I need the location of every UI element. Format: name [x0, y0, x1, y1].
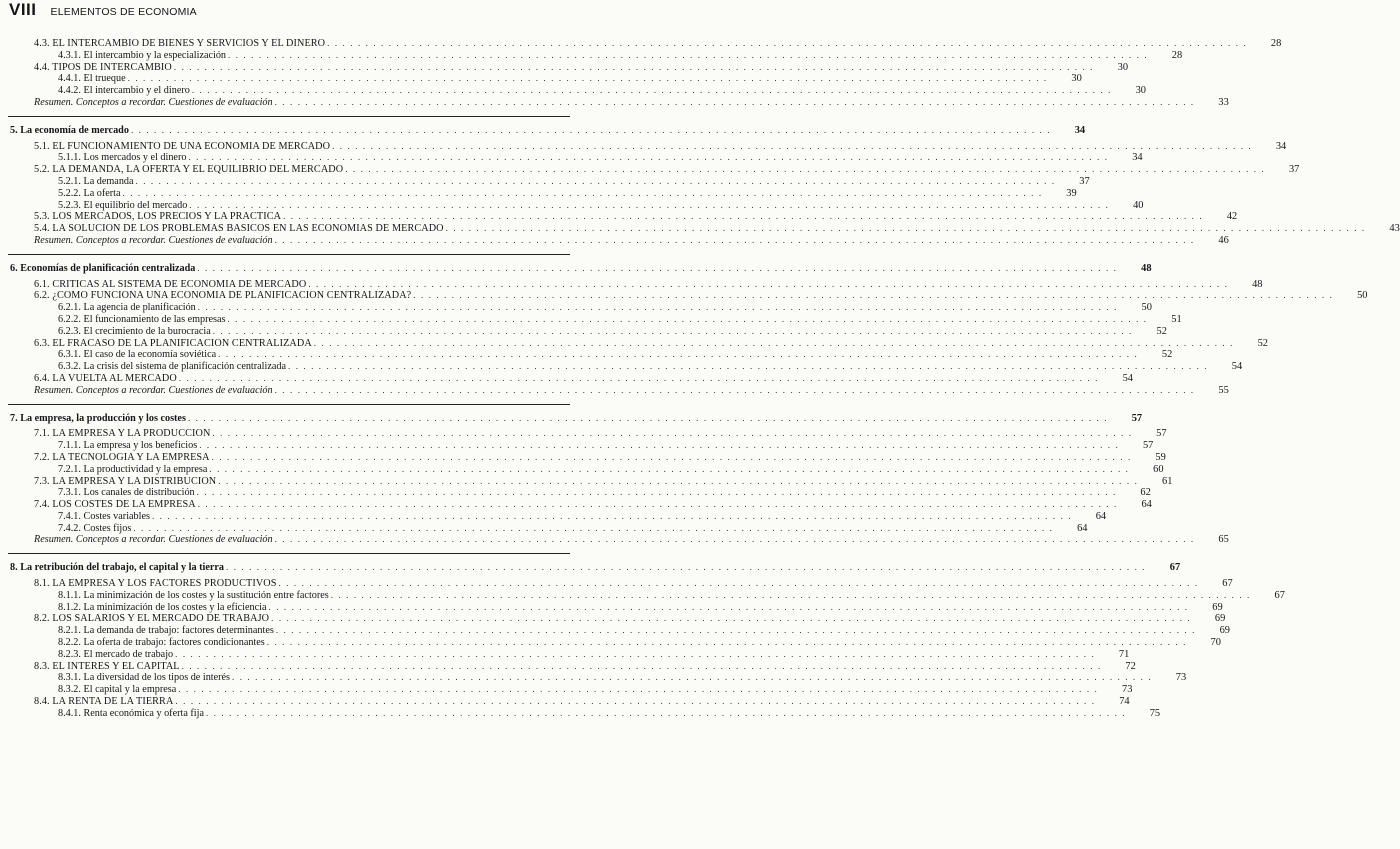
toc-entry-title: 7.2. LA TECNOLOGIA Y LA EMPRESA [34, 451, 210, 463]
toc-page-number: 51 [1171, 313, 1182, 325]
toc-subsection-entry[interactable] [0, 601, 1223, 614]
dot-leader: . . . . . . . . . . . . . . . . . . . . . . . . . . . . . . . . . . . . . . . . . . . . . . . . . . . . . . . . . . . . . . . . . . . . . . . . . . . . . . . . . . . . . . . . . . . . . . . . . . . . . . . . . . . . . . . . . . . . . . . . [218, 475, 1139, 486]
dot-leader: . . . . . . . . . . . . . . . . . . . . . . . . . . . . . . . . . . . . . . . . . . . . . . . . . . . . . . . . . . . . . . . . . . . . . . . . . . . . . . . . . . . . . . . . . . . . . . . . . . . . . . . . . . . . . . . . . . . . . . . . [274, 384, 1195, 395]
dot-leader: . . . . . . . . . . . . . . . . . . . . . . . . . . . . . . . . . . . . . . . . . . . . . . . . . . . . . . . . . . . . . . . . . . . . . . . . . . . . . . . . . . . . . . . . . . . . . . . . . . . . . . . . . . . . . . . . . . . . . . . . [188, 152, 1109, 163]
dot-leader: . . . . . . . . . . . . . . . . . . . . . . . . . . . . . . . . . . . . . . . . . . . . . . . . . . . . . . . . . . . . . . . . . . . . . . . . . . . . . . . . . . . . . . . . . . . . . . . . . . . . . . . . . . . . . . . . . . . . . . . . [212, 428, 1133, 439]
toc-page-number: 71 [1118, 648, 1130, 660]
dot-leader: . . . . . . . . . . . . . . . . . . . . . . . . . . . . . . . . . . . . . . . . . . . . . . . . . . . . . . . . . . . . . . . . . . . . . . . . . . . . . . . . . . . . . . . . . . . . . . . . . . . . . . . . . . . . . . . . . . . . . . . . [196, 487, 1117, 498]
dot-leader: . . . . . . . . . . . . . . . . . . . . . . . . . . . . . . . . . . . . . . . . . . . . . . . . . . . . . . . . . . . . . . . . . . . . . . . . . . . . . . . . . . . . . . . . . . . . . . . . . . . . . . . . . . . . . . . . . . . . . . . . [178, 372, 1099, 383]
toc-entry-title: Resumen. Conceptos a recordar. Cuestiones de evaluación [34, 96, 273, 108]
toc-subsection-entry[interactable] [0, 684, 1133, 696]
toc-section-entry[interactable] [0, 211, 1238, 223]
dot-leader: . . . . . . . . . . . . . . . . . . . . . . . . . . . . . . . . . . . . . . . . . . . . . . . . . . . . . . . . . . . . . . . . . . . . . . . . . . . . . . . . . . . . . . . . . . . . . . . . . . . . . . . . . . . . . . . . . . . . . . . . [175, 696, 1096, 707]
dot-leader: . . . . . . . . . . . . . . . . . . . . . . . . . . . . . . . . . . . . . . . . . . . . . . . . . . . . . . . . . . . . . . . . . . . . . . . . . . . . . . . . . . . . . . . . . . . . . . . . . . . . . . . . . . . . . . . . . . . . . . . . [413, 290, 1334, 301]
toc-entry-title: 5.1.1. Los mercados y el dinero [58, 152, 187, 164]
dot-leader: . . . . . . . . . . . . . . . . . . . . . . . . . . . . . . . . . . . . . . . . . . . . . . . . . . . . . . . . . . . . . . . . . . . . . . . . . . . . . . . . . . . . . . . . . . . . . . . . . . . . . . . . . . . . . . . . . . . . . . . . [266, 637, 1187, 648]
toc-entry-title: 8.1.2. La minimización de los costes y la eficiencia [58, 601, 267, 613]
dot-leader: . . . . . . . . . . . . . . . . . . . . . . . . . . . . . . . . . . . . . . . . . . . . . . . . . . . . . . . . . . . . . . . . . . . . . . . . . . . . . . . . . . . . . . . . . . . . . . . . . . . . . . . . . . . . . . . . . . . . . . . . [211, 451, 1132, 462]
toc-subsection-entry[interactable] [0, 625, 1230, 637]
toc-section-entry[interactable] [0, 499, 1152, 511]
toc-chapter-entry[interactable] [0, 124, 1086, 137]
toc-page-number: 48 [1141, 262, 1152, 274]
toc-section-entry[interactable] [0, 61, 1129, 74]
dot-leader: . . . . . . . . . . . . . . . . . . . . . . . . . . . . . . . . . . . . . . . . . . . . . . . . . . . . . . . . . . . . . . . . . . . . . . . . . . . . . . . . . . . . . . . . . . . . . . . . . . . . . . . . . . . . . . . . . . . . . . . . [227, 313, 1148, 324]
toc-page-number: 59 [1155, 451, 1166, 463]
toc-entry-title: 8.1. LA EMPRESA Y LOS FACTORES PRODUCTIVOS [34, 578, 277, 590]
toc-entry-title: 5.3. LOS MERCADOS, LOS PRECIOS Y LA PRACTICA [34, 211, 282, 223]
toc-page-number: 64 [1095, 510, 1107, 522]
dot-leader: . . . . . . . . . . . . . . . . . . . . . . . . . . . . . . . . . . . . . . . . . . . . . . . . . . . . . . . . . . . . . . . . . . . . . . . . . . . . . . . . . . . . . . . . . . . . . . . . . . . . . . . . . . . . . . . . . . . . . . . . [275, 625, 1196, 636]
toc-subsection-entry[interactable] [0, 522, 1088, 535]
toc-entry-title: 6.3.1. El caso de la economía soviética [58, 349, 217, 361]
toc-chapter-entry[interactable] [0, 562, 1181, 574]
toc-entry-title: 8.2.1. La demanda de trabajo: factores determinantes [58, 625, 274, 637]
toc-page-number: 46 [1218, 234, 1229, 246]
dot-leader: . . . . . . . . . . . . . . . . . . . . . . . . . . . . . . . . . . . . . . . . . . . . . . . . . . . . . . . . . . . . . . . . . . . . . . . . . . . . . . . . . . . . . . . . . . . . . . . . . . . . . . . . . . . . . . . . . . . . . . . . [283, 211, 1204, 222]
toc-entry-title: Resumen. Conceptos a recordar. Cuestiones de evaluación [34, 534, 273, 546]
toc-page-number: 67 [1274, 589, 1285, 601]
table-of-contents [0, 38, 1400, 720]
toc-summary-entry[interactable] [0, 384, 1229, 397]
toc-entry-title: 5.1. EL FUNCIONAMIENTO DE UNA ECONOMIA DE MERCADO [34, 140, 331, 152]
toc-section-entry[interactable] [0, 140, 1287, 153]
toc-entry-title: 7.3.1. Los canales de distribución [58, 487, 195, 499]
toc-entry-title: 8.3.1. La diversidad de los tipos de interés [58, 672, 231, 684]
toc-subsection-entry[interactable] [0, 313, 1182, 326]
toc-entry-title: 6.4. LA VUELTA AL MERCADO [34, 372, 177, 384]
toc-section-entry[interactable] [0, 660, 1136, 673]
toc-page-number: 30 [1071, 73, 1082, 85]
dot-leader: . . . . . . . . . . . . . . . . . . . . . . . . . . . . . . . . . . . . . . . . . . . . . . . . . . . . . . . . . . . . . . . . . . . . . . . . . . . . . . . . . . . . . . . . . . . . . . . . . . . . . . . . . . . . . . . . . . . . . . . . [135, 175, 1056, 186]
toc-page-number: 62 [1140, 487, 1151, 499]
toc-summary-entry[interactable] [0, 534, 1229, 546]
toc-entry-title: 7. La empresa, la producción y los costes [10, 412, 186, 424]
dot-leader: . . . . . . . . . . . . . . . . . . . . . . . . . . . . . . . . . . . . . . . . . . . . . . . . . . . . . . . . . . . . . . . . . . . . . . . . . . . . . . . . . . . . . . . . . . . . . . . . . . . . . . . . . . . . . . . . . . . . . . . . [199, 440, 1120, 451]
toc-subsection-entry[interactable] [0, 152, 1143, 164]
toc-section-entry[interactable] [0, 451, 1166, 464]
toc-section-entry[interactable] [0, 475, 1173, 488]
dot-leader: . . . . . . . . . . . . . . . . . . . . . . . . . . . . . . . . . . . . . . . . . . . . . . . . . . . . . . . . . . . . . . . . . . . . . . . . . . . . . . . . . . . . . . . . . . . . . . . . . . . . . . . . . . . . . . . . . . . . . . . . [181, 660, 1102, 671]
toc-page-number: 48 [1252, 278, 1263, 290]
toc-page-number: 52 [1257, 337, 1268, 349]
toc-page-number: 67 [1222, 578, 1233, 590]
toc-subsection-entry[interactable] [0, 463, 1164, 476]
toc-page-number: 37 [1288, 164, 1300, 176]
dot-leader: . . . . . . . . . . . . . . . . . . . . . . . . . . . . . . . . . . . . . . . . . . . . . . . . . . . . . . . . . . . . . . . . . . . . . . . . . . . . . . . . . . . . . . . . . . . . . . . . . . . . . . . . . . . . . . . . . . . . . . . . [313, 337, 1234, 348]
toc-page-number: 60 [1153, 463, 1164, 475]
toc-entry-title: 6.1. CRITICAS AL SISTEMA DE ECONOMIA DE MERCADO [34, 278, 307, 290]
toc-page-number: 34 [1074, 124, 1086, 136]
toc-entry-title: 7.4. LOS COSTES DE LA EMPRESA [34, 499, 196, 511]
dot-leader: . . . . . . . . . . . . . . . . . . . . . . . . . . . . . . . . . . . . . . . . . . . . . . . . . . . . . . . . . . . . . . . . . . . . . . . . . . . . . . . . . . . . . . . . . . . . . . . . . . . . . . . . . . . . . . . . . . . . . . . . [268, 601, 1189, 612]
toc-entry-title: 4.4.2. El intercambio y el dinero [58, 85, 190, 97]
toc-page-number: 50 [1357, 290, 1368, 302]
toc-page-number: 73 [1175, 672, 1187, 684]
toc-subsection-entry[interactable] [0, 510, 1107, 523]
dot-leader: . . . . . . . . . . . . . . . . . . . . . . . . . . . . . . . . . . . . . . . . . . . . . . . . . . . . . . . . . . . . . . . . . . . . . . . . . . . . . . . . . . . . . . . . . . . . . . . . . . . . . . . . . . . . . . . . . . . . . . . . [226, 562, 1147, 573]
toc-subsection-entry[interactable] [0, 73, 1082, 85]
section-divider [8, 254, 570, 255]
toc-page-number: 34 [1132, 152, 1143, 164]
toc-entry-title: 7.2.1. La productividad y la empresa [58, 463, 208, 475]
toc-page-number: 28 [1171, 49, 1183, 61]
toc-subsection-entry[interactable] [0, 187, 1077, 200]
dot-leader: . . . . . . . . . . . . . . . . . . . . . . . . . . . . . . . . . . . . . . . . . . . . . . . . . . . . . . . . . . . . . . . . . . . . . . . . . . . . . . . . . . . . . . . . . . . . . . . . . . . . . . . . . . . . . . . . . . . . . . . . [122, 187, 1043, 198]
dot-leader: . . . . . . . . . . . . . . . . . . . . . . . . . . . . . . . . . . . . . . . . . . . . . . . . . . . . . . . . . . . . . . . . . . . . . . . . . . . . . . . . . . . . . . . . . . . . . . . . . . . . . . . . . . . . . . . . . . . . . . . . [191, 85, 1112, 96]
dot-leader: . . . . . . . . . . . . . . . . . . . . . . . . . . . . . . . . . . . . . . . . . . . . . . . . . . . . . . . . . . . . . . . . . . . . . . . . . . . . . . . . . . . . . . . . . . . . . . . . . . . . . . . . . . . . . . . . . . . . . . . . [197, 262, 1118, 273]
toc-page-number: 52 [1156, 325, 1167, 337]
toc-entry-title: 8.4. LA RENTA DE LA TIERRA [34, 696, 174, 708]
dot-leader: . . . . . . . . . . . . . . . . . . . . . . . . . . . . . . . . . . . . . . . . . . . . . . . . . . . . . . . . . . . . . . . . . . . . . . . . . . . . . . . . . . . . . . . . . . . . . . . . . . . . . . . . . . . . . . . . . . . . . . . . [173, 61, 1095, 72]
toc-summary-entry[interactable] [0, 96, 1229, 109]
toc-page-number: 75 [1149, 707, 1161, 719]
dot-leader: . . . . . . . . . . . . . . . . . . . . . . . . . . . . . . . . . . . . . . . . . . . . . . . . . . . . . . . . . . . . . . . . . . . . . . . . . . . . . . . . . . . . . . . . . . . . . . . . . . . . . . . . . . . . . . . . . . . . . . . . [130, 124, 1052, 135]
toc-page-number: 52 [1161, 349, 1173, 361]
toc-page-number: 73 [1122, 684, 1133, 696]
dot-leader: . . . . . . . . . . . . . . . . . . . . . . . . . . . . . . . . . . . . . . . . . . . . . . . . . . . . . . . . . . . . . . . . . . . . . . . . . . . . . . . . . . . . . . . . . . . . . . . . . . . . . . . . . . . . . . . . . . . . . . . . [345, 164, 1266, 175]
toc-page-number: 55 [1218, 384, 1229, 396]
dot-leader: . . . . . . . . . . . . . . . . . . . . . . . . . . . . . . . . . . . . . . . . . . . . . . . . . . . . . . . . . . . . . . . . . . . . . . . . . . . . . . . . . . . . . . . . . . . . . . . . . . . . . . . . . . . . . . . . . . . . . . . . [332, 140, 1253, 151]
toc-subsection-entry[interactable] [0, 302, 1152, 314]
dot-leader: . . . . . . . . . . . . . . . . . . . . . . . . . . . . . . . . . . . . . . . . . . . . . . . . . . . . . . . . . . . . . . . . . . . . . . . . . . . . . . . . . . . . . . . . . . . . . . . . . . . . . . . . . . . . . . . . . . . . . . . . [274, 96, 1195, 107]
toc-subsection-entry[interactable] [0, 325, 1167, 338]
toc-entry-title: 4.4.1. El trueque [58, 73, 126, 85]
page-number: VIII [9, 0, 37, 19]
toc-entry-title: 8.3. EL INTERES Y EL CAPITAL [34, 660, 180, 672]
toc-subsection-entry[interactable] [0, 85, 1146, 97]
toc-page-number: 33 [1218, 96, 1229, 108]
toc-entry-title: 7.1.1. La empresa y los beneficios [58, 440, 198, 452]
toc-section-entry[interactable] [0, 278, 1263, 291]
toc-entry-title: 5.2. LA DEMANDA, LA OFERTA Y EL EQUILIBRIO DEL MERCADO [34, 164, 344, 176]
dot-leader: . . . . . . . . . . . . . . . . . . . . . . . . . . . . . . . . . . . . . . . . . . . . . . . . . . . . . . . . . . . . . . . . . . . . . . . . . . . . . . . . . . . . . . . . . . . . . . . . . . . . . . . . . . . . . . . . . . . . . . . . [209, 463, 1130, 474]
toc-entry-title: 5.2.1. La demanda [58, 175, 134, 187]
page-header [9, 0, 197, 22]
toc-entry-title: 8.1.1. La minimización de los costes y la sustitución entre factores [58, 589, 329, 601]
toc-entry-title: 5.4. LA SOLUCION DE LOS PROBLEMAS BASICOS EN LAS ECONOMIAS DE MERCADO [34, 223, 444, 235]
toc-page-number: 74 [1119, 696, 1130, 708]
toc-entry-title: 8.4.1. Renta económica y oferta fija [58, 707, 204, 719]
toc-subsection-entry[interactable] [0, 440, 1154, 452]
toc-page-number: 70 [1210, 637, 1221, 649]
toc-page-number: 28 [1270, 38, 1282, 49]
toc-page-number: 72 [1125, 660, 1136, 672]
toc-entry-title: 4.3. EL INTERCAMBIO DE BIENES Y SERVICIOS Y EL DINERO [34, 38, 326, 49]
toc-summary-entry[interactable] [0, 234, 1229, 247]
toc-section-entry[interactable] [0, 38, 1282, 50]
toc-entry-title: 8.3.2. El capital y la empresa [58, 684, 177, 696]
toc-page-number: 54 [1231, 361, 1243, 373]
dot-leader: . . . . . . . . . . . . . . . . . . . . . . . . . . . . . . . . . . . . . . . . . . . . . . . . . . . . . . . . . . . . . . . . . . . . . . . . . . . . . . . . . . . . . . . . . . . . . . . . . . . . . . . . . . . . . . . . . . . . . . . . [189, 199, 1110, 210]
toc-page-number: 69 [1212, 601, 1223, 613]
toc-page-number: 30 [1117, 61, 1129, 73]
toc-page-number: 39 [1066, 187, 1077, 199]
toc-subsection-entry[interactable] [0, 672, 1187, 684]
toc-page-number: 64 [1141, 499, 1152, 511]
dot-leader: . . . . . . . . . . . . . . . . . . . . . . . . . . . . . . . . . . . . . . . . . . . . . . . . . . . . . . . . . . . . . . . . . . . . . . . . . . . . . . . . . . . . . . . . . . . . . . . . . . . . . . . . . . . . . . . . . . . . . . . . [151, 510, 1073, 521]
toc-entry-title: 7.3. LA EMPRESA Y LA DISTRIBUCION [34, 475, 217, 487]
toc-page-number: 50 [1141, 302, 1152, 314]
dot-leader: . . . . . . . . . . . . . . . . . . . . . . . . . . . . . . . . . . . . . . . . . . . . . . . . . . . . . . . . . . . . . . . . . . . . . . . . . . . . . . . . . . . . . . . . . . . . . . . . . . . . . . . . . . . . . . . . . . . . . . . . [212, 325, 1133, 336]
toc-entry-title: 4.4. TIPOS DE INTERCAMBIO [34, 61, 172, 73]
toc-entry-title: 6.2.3. El crecimiento de la burocracia [58, 325, 211, 337]
toc-page-number: 54 [1122, 372, 1133, 384]
toc-chapter-entry[interactable] [0, 262, 1152, 275]
toc-subsection-entry[interactable] [0, 648, 1130, 661]
dot-leader: . . . . . . . . . . . . . . . . . . . . . . . . . . . . . . . . . . . . . . . . . . . . . . . . . . . . . . . . . . . . . . . . . . . . . . . . . . . . . . . . . . . . . . . . . . . . . . . . . . . . . . . . . . . . . . . . . . . . . . . . [133, 522, 1054, 533]
dot-leader: . . . . . . . . . . . . . . . . . . . . . . . . . . . . . . . . . . . . . . . . . . . . . . . . . . . . . . . . . . . . . . . . . . . . . . . . . . . . . . . . . . . . . . . . . . . . . . . . . . . . . . . . . . . . . . . . . . . . . . . . [187, 412, 1109, 423]
section-divider [8, 116, 570, 117]
toc-subsection-entry[interactable] [0, 361, 1243, 373]
toc-section-entry[interactable] [0, 428, 1167, 440]
toc-section-entry[interactable] [0, 372, 1133, 385]
dot-leader: . . . . . . . . . . . . . . . . . . . . . . . . . . . . . . . . . . . . . . . . . . . . . . . . . . . . . . . . . . . . . . . . . . . . . . . . . . . . . . . . . . . . . . . . . . . . . . . . . . . . . . . . . . . . . . . . . . . . . . . . [205, 707, 1127, 718]
toc-page-number: 57 [1156, 428, 1167, 440]
toc-entry-title: 6.2.2. El funcionamiento de las empresas [58, 313, 226, 325]
toc-entry-title: 7.1. LA EMPRESA Y LA PRODUCCION [34, 428, 211, 440]
toc-entry-title: 6.3.2. La crisis del sistema de planificación centralizada [58, 361, 286, 373]
toc-entry-title: Resumen. Conceptos a recordar. Cuestiones de evaluación [34, 234, 273, 246]
dot-leader: . . . . . . . . . . . . . . . . . . . . . . . . . . . . . . . . . . . . . . . . . . . . . . . . . . . . . . . . . . . . . . . . . . . . . . . . . . . . . . . . . . . . . . . . . . . . . . . . . . . . . . . . . . . . . . . . . . . . . . . . [228, 49, 1149, 60]
toc-section-entry[interactable] [0, 164, 1300, 176]
toc-entry-title: 7.4.2. Costes fijos [58, 522, 132, 534]
toc-entry-title: 6.2.1. La agencia de planificación [58, 302, 196, 314]
toc-page-number: 57 [1131, 412, 1143, 424]
toc-page-number: 30 [1135, 85, 1146, 97]
toc-page-number: 69 [1214, 613, 1226, 625]
dot-leader: . . . . . . . . . . . . . . . . . . . . . . . . . . . . . . . . . . . . . . . . . . . . . . . . . . . . . . . . . . . . . . . . . . . . . . . . . . . . . . . . . . . . . . . . . . . . . . . . . . . . . . . . . . . . . . . . . . . . . . . . [271, 613, 1192, 624]
toc-subsection-entry[interactable] [0, 487, 1151, 499]
toc-page-number: 43 [1389, 223, 1400, 235]
toc-subsection-entry[interactable] [0, 707, 1161, 720]
toc-subsection-entry[interactable] [0, 49, 1183, 62]
toc-page-number: 34 [1275, 140, 1287, 152]
dot-leader: . . . . . . . . . . . . . . . . . . . . . . . . . . . . . . . . . . . . . . . . . . . . . . . . . . . . . . . . . . . . . . . . . . . . . . . . . . . . . . . . . . . . . . . . . . . . . . . . . . . . . . . . . . . . . . . . . . . . . . . . [197, 302, 1118, 313]
dot-leader: . . . . . . . . . . . . . . . . . . . . . . . . . . . . . . . . . . . . . . . . . . . . . . . . . . . . . . . . . . . . . . . . . . . . . . . . . . . . . . . . . . . . . . . . . . . . . . . . . . . . . . . . . . . . . . . . . . . . . . . . [288, 361, 1209, 372]
toc-page-number: 69 [1219, 625, 1230, 637]
dot-leader: . . . . . . . . . . . . . . . . . . . . . . . . . . . . . . . . . . . . . . . . . . . . . . . . . . . . . . . . . . . . . . . . . . . . . . . . . . . . . . . . . . . . . . . . . . . . . . . . . . . . . . . . . . . . . . . . . . . . . . . . [127, 73, 1048, 84]
dot-leader: . . . . . . . . . . . . . . . . . . . . . . . . . . . . . . . . . . . . . . . . . . . . . . . . . . . . . . . . . . . . . . . . . . . . . . . . . . . . . . . . . . . . . . . . . . . . . . . . . . . . . . . . . . . . . . . . . . . . . . . . [278, 578, 1199, 589]
toc-entry-title: 6.3. EL FRACASO DE LA PLANIFICACION CENTRALIZADA [34, 337, 312, 349]
toc-page-number: 37 [1079, 175, 1090, 187]
toc-entry-title: Resumen. Conceptos a recordar. Cuestiones de evaluación [34, 384, 273, 396]
toc-page-number: 65 [1218, 534, 1229, 546]
toc-section-entry[interactable] [0, 290, 1368, 302]
dot-leader: . . . . . . . . . . . . . . . . . . . . . . . . . . . . . . . . . . . . . . . . . . . . . . . . . . . . . . . . . . . . . . . . . . . . . . . . . . . . . . . . . . . . . . . . . . . . . . . . . . . . . . . . . . . . . . . . . . . . . . . . [218, 349, 1139, 360]
dot-leader: . . . . . . . . . . . . . . . . . . . . . . . . . . . . . . . . . . . . . . . . . . . . . . . . . . . . . . . . . . . . . . . . . . . . . . . . . . . . . . . . . . . . . . . . . . . . . . . . . . . . . . . . . . . . . . . . . . . . . . . . [308, 278, 1229, 289]
toc-subsection-entry[interactable] [0, 349, 1173, 361]
toc-page-number: 57 [1142, 440, 1154, 452]
toc-page-number: 64 [1077, 522, 1088, 534]
dot-leader: . . . . . . . . . . . . . . . . . . . . . . . . . . . . . . . . . . . . . . . . . . . . . . . . . . . . . . . . . . . . . . . . . . . . . . . . . . . . . . . . . . . . . . . . . . . . . . . . . . . . . . . . . . . . . . . . . . . . . . . . [274, 234, 1195, 245]
toc-page-number: 61 [1162, 475, 1173, 487]
toc-page-number: 40 [1133, 199, 1144, 211]
dot-leader: . . . . . . . . . . . . . . . . . . . . . . . . . . . . . . . . . . . . . . . . . . . . . . . . . . . . . . . . . . . . . . . . . . . . . . . . . . . . . . . . . . . . . . . . . . . . . . . . . . . . . . . . . . . . . . . . . . . . . . . . [330, 589, 1251, 600]
dot-leader: . . . . . . . . . . . . . . . . . . . . . . . . . . . . . . . . . . . . . . . . . . . . . . . . . . . . . . . . . . . . . . . . . . . . . . . . . . . . . . . . . . . . . . . . . . . . . . . . . . . . . . . . . . . . . . . . . . . . . . . . [274, 534, 1195, 545]
toc-subsection-entry[interactable] [0, 199, 1144, 212]
running-title: ELEMENTOS DE ECONOMIA [50, 6, 197, 18]
toc-entry-title: 6. Economías de planificación centralizada [10, 262, 196, 274]
toc-subsection-entry[interactable] [0, 637, 1221, 649]
toc-entry-title: 5.2.3. El equilibrio del mercado [58, 199, 188, 211]
dot-leader: . . . . . . . . . . . . . . . . . . . . . . . . . . . . . . . . . . . . . . . . . . . . . . . . . . . . . . . . . . . . . . . . . . . . . . . . . . . . . . . . . . . . . . . . . . . . . . . . . . . . . . . . . . . . . . . . . . . . . . . . [327, 38, 1248, 48]
toc-entry-title: 7.4.1. Costes variables [58, 510, 150, 522]
toc-entry-title: 8.2.3. El mercado de trabajo [58, 648, 174, 660]
toc-entry-title: 6.2. ¿COMO FUNCIONA UNA ECONOMIA DE PLANIFICACION CENTRALIZADA? [34, 290, 412, 302]
toc-section-entry[interactable] [0, 613, 1226, 625]
dot-leader: . . . . . . . . . . . . . . . . . . . . . . . . . . . . . . . . . . . . . . . . . . . . . . . . . . . . . . . . . . . . . . . . . . . . . . . . . . . . . . . . . . . . . . . . . . . . . . . . . . . . . . . . . . . . . . . . . . . . . . . . [175, 648, 1096, 659]
toc-subsection-entry[interactable] [0, 175, 1090, 188]
toc-section-entry[interactable] [0, 696, 1130, 708]
toc-section-entry[interactable] [0, 337, 1268, 350]
toc-section-entry[interactable] [0, 223, 1400, 235]
dot-leader: . . . . . . . . . . . . . . . . . . . . . . . . . . . . . . . . . . . . . . . . . . . . . . . . . . . . . . . . . . . . . . . . . . . . . . . . . . . . . . . . . . . . . . . . . . . . . . . . . . . . . . . . . . . . . . . . . . . . . . . . [232, 672, 1153, 683]
dot-leader: . . . . . . . . . . . . . . . . . . . . . . . . . . . . . . . . . . . . . . . . . . . . . . . . . . . . . . . . . . . . . . . . . . . . . . . . . . . . . . . . . . . . . . . . . . . . . . . . . . . . . . . . . . . . . . . . . . . . . . . . [178, 684, 1099, 695]
toc-page-number: 67 [1169, 562, 1181, 574]
dot-leader: . . . . . . . . . . . . . . . . . . . . . . . . . . . . . . . . . . . . . . . . . . . . . . . . . . . . . . . . . . . . . . . . . . . . . . . . . . . . . . . . . . . . . . . . . . . . . . . . . . . . . . . . . . . . . . . . . . . . . . . . [445, 223, 1366, 234]
section-divider [8, 404, 570, 405]
toc-entry-title: 8.2. LOS SALARIOS Y EL MERCADO DE TRABAJO [34, 613, 270, 625]
toc-subsection-entry[interactable] [0, 589, 1285, 602]
toc-entry-title: 8.2.2. La oferta de trabajo: factores condicionantes [58, 637, 265, 649]
dot-leader: . . . . . . . . . . . . . . . . . . . . . . . . . . . . . . . . . . . . . . . . . . . . . . . . . . . . . . . . . . . . . . . . . . . . . . . . . . . . . . . . . . . . . . . . . . . . . . . . . . . . . . . . . . . . . . . . . . . . . . . . [197, 499, 1118, 510]
toc-entry-title: 4.3.1. El intercambio y la especialización [58, 49, 227, 61]
section-divider [8, 553, 570, 554]
toc-entry-title: 8. La retribución del trabajo, el capital y la tierra [10, 562, 224, 574]
toc-page-number: 42 [1226, 211, 1238, 223]
toc-section-entry[interactable] [0, 578, 1233, 590]
toc-entry-title: 5.2.2. La oferta [58, 187, 121, 199]
toc-chapter-entry[interactable] [0, 412, 1143, 425]
toc-entry-title: 5. La economía de mercado [10, 124, 129, 136]
